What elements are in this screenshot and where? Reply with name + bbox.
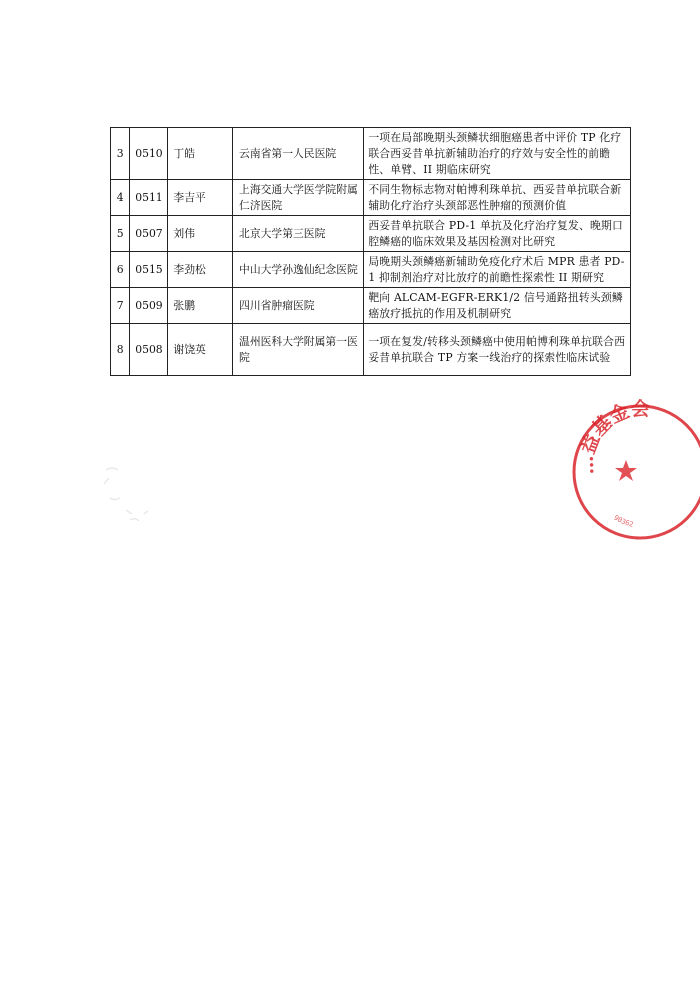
project-code: 0508	[130, 324, 168, 376]
row-number: 7	[111, 288, 130, 324]
bleed-through-marks	[96, 448, 176, 538]
seal-number: 90362	[612, 513, 635, 529]
official-seal-stamp	[566, 392, 700, 542]
project-code: 0509	[130, 288, 168, 324]
institution: 四川省肿瘤医院	[233, 288, 364, 324]
seal-star-icon	[615, 460, 637, 481]
applicant-name: 李劲松	[168, 252, 233, 288]
project-title: 不同生物标志物对帕博利珠单抗、西妥昔单抗联合新辅助化疗治疗头颈部恶性肿瘤的预测价值	[364, 180, 631, 216]
table-row	[111, 216, 631, 252]
project-code: 0511	[130, 180, 168, 216]
svg-text:90362	[612, 514, 634, 529]
project-table	[110, 127, 631, 376]
applicant-name: 谢饶英	[168, 324, 233, 376]
table-row	[111, 180, 631, 216]
seal-text: …益基金会	[575, 398, 650, 475]
applicant-name: 李吉平	[168, 180, 233, 216]
applicant-name: 丁皓	[168, 128, 233, 180]
project-title: 靶向 ALCAM-EGFR-ERK1/2 信号通路扭转头颈鳞癌放疗抵抗的作用及机制研究	[364, 288, 631, 324]
project-code: 0507	[130, 216, 168, 252]
table-row	[111, 128, 631, 180]
row-number: 8	[111, 324, 130, 376]
applicant-name: 张鹏	[168, 288, 233, 324]
institution: 北京大学第三医院	[233, 216, 364, 252]
svg-text:…益基金会	[576, 397, 650, 475]
project-code: 0510	[130, 128, 168, 180]
project-code: 0515	[130, 252, 168, 288]
applicant-name: 刘伟	[168, 216, 233, 252]
table-row	[111, 324, 631, 376]
table-row	[111, 288, 631, 324]
table-row	[111, 252, 631, 288]
project-title: 西妥昔单抗联合 PD-1 单抗及化疗治疗复发、晚期口腔鳞癌的临床效果及基因检测对比研究	[364, 216, 631, 252]
institution: 中山大学孙逸仙纪念医院	[233, 252, 364, 288]
row-number: 5	[111, 216, 130, 252]
row-number: 4	[111, 180, 130, 216]
project-title: 局晚期头颈鳞癌新辅助免疫化疗术后 MPR 患者 PD-1 抑制剂治疗对比放疗的前瞻性探索性 II 期研究	[364, 252, 631, 288]
row-number: 3	[111, 128, 130, 180]
institution: 云南省第一人民医院	[233, 128, 364, 180]
project-title: 一项在复发/转移头颈鳞癌中使用帕博利珠单抗联合西妥昔单抗联合 TP 方案一线治疗的探索性临床试验	[364, 324, 631, 376]
project-title: 一项在局部晚期头颈鳞状细胞癌患者中评价 TP 化疗联合西妥昔单抗新辅助治疗的疗效与安全性的前瞻性、单臂、II 期临床研究	[364, 128, 631, 180]
institution: 温州医科大学附属第一医院	[233, 324, 364, 376]
institution: 上海交通大学医学院附属仁济医院	[233, 180, 364, 216]
row-number: 6	[111, 252, 130, 288]
